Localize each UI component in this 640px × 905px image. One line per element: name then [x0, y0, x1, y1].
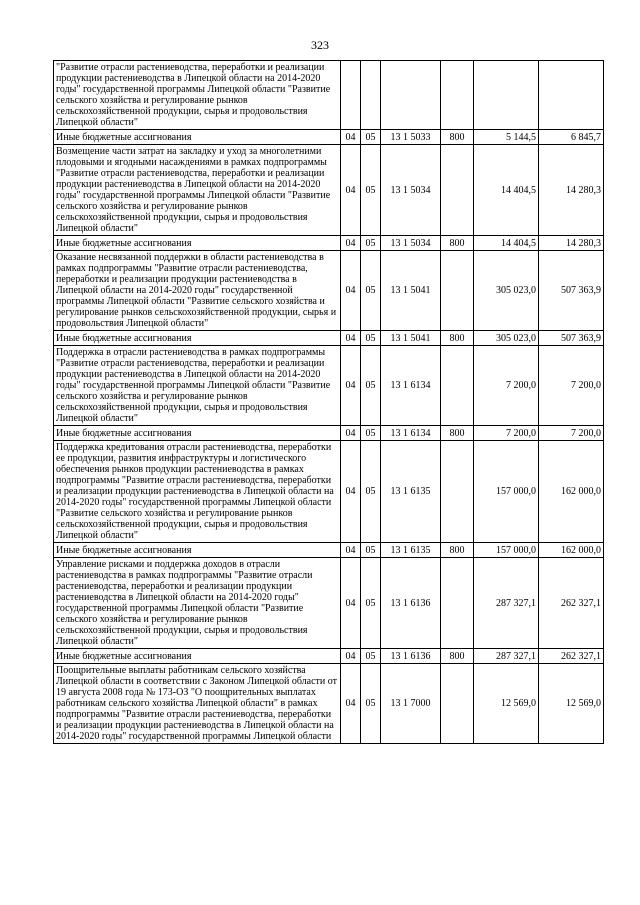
amount-year-1: 305 023,0 — [474, 331, 539, 346]
expense-type-code — [441, 346, 474, 426]
subsection-code: 05 — [361, 236, 381, 251]
item-name: Иные бюджетные ассигнования — [54, 649, 341, 664]
amount-year-1: 5 144,5 — [474, 130, 539, 145]
item-name: Иные бюджетные ассигнования — [54, 543, 341, 558]
expense-type-code — [441, 61, 474, 130]
amount-year-2: 14 280,3 — [539, 145, 604, 236]
target-article-code: 13 1 6135 — [381, 441, 441, 543]
table-row — [54, 426, 604, 441]
expense-type-code: 800 — [441, 543, 474, 558]
expense-type-code: 800 — [441, 331, 474, 346]
expense-type-code — [441, 558, 474, 649]
table-row — [54, 251, 604, 331]
item-name: Иные бюджетные ассигнования — [54, 130, 341, 145]
target-article-code: 13 1 5033 — [381, 130, 441, 145]
expense-type-code: 800 — [441, 130, 474, 145]
target-article-code: 13 1 5034 — [381, 145, 441, 236]
section-code: 04 — [341, 543, 361, 558]
amount-year-1: 157 000,0 — [474, 543, 539, 558]
section-code: 04 — [341, 558, 361, 649]
table-row — [54, 61, 604, 130]
target-article-code: 13 1 7000 — [381, 664, 441, 744]
amount-year-1 — [474, 61, 539, 130]
table-row — [54, 558, 604, 649]
table-row — [54, 331, 604, 346]
budget-table — [53, 60, 604, 744]
subsection-code: 05 — [361, 130, 381, 145]
amount-year-1: 7 200,0 — [474, 346, 539, 426]
item-name: Поощрительные выплаты работникам сельского хозяйства Липецкой области в соответствии с Законом Липецкой области от 19 августа 2008 года № 173-ОЗ "О поощрительных выплатах работникам сельского хозяйства Липецкой области" в рамках подпрограммы "Развитие отрасли растениеводства, переработки и реализации продукции растениеводства в Липецкой области на 2014-2020 годы" государственной программы Липецкой области — [54, 664, 341, 744]
amount-year-1: 287 327,1 — [474, 649, 539, 664]
amount-year-1: 305 023,0 — [474, 251, 539, 331]
amount-year-1: 12 569,0 — [474, 664, 539, 744]
amount-year-1: 7 200,0 — [474, 426, 539, 441]
amount-year-2: 162 000,0 — [539, 543, 604, 558]
section-code: 04 — [341, 130, 361, 145]
section-code: 04 — [341, 664, 361, 744]
table-row — [54, 649, 604, 664]
amount-year-1: 287 327,1 — [474, 558, 539, 649]
subsection-code: 05 — [361, 346, 381, 426]
section-code: 04 — [341, 251, 361, 331]
table-row — [54, 130, 604, 145]
subsection-code — [361, 61, 381, 130]
expense-type-code — [441, 145, 474, 236]
amount-year-2: 6 845,7 — [539, 130, 604, 145]
section-code: 04 — [341, 331, 361, 346]
amount-year-2: 262 327,1 — [539, 649, 604, 664]
amount-year-2: 262 327,1 — [539, 558, 604, 649]
target-article-code: 13 1 6134 — [381, 426, 441, 441]
subsection-code: 05 — [361, 331, 381, 346]
item-name: Иные бюджетные ассигнования — [54, 236, 341, 251]
amount-year-1: 14 404,5 — [474, 145, 539, 236]
target-article-code: 13 1 5034 — [381, 236, 441, 251]
subsection-code: 05 — [361, 441, 381, 543]
expense-type-code — [441, 251, 474, 331]
subsection-code: 05 — [361, 145, 381, 236]
table-row — [54, 346, 604, 426]
target-article-code: 13 1 5041 — [381, 331, 441, 346]
item-name: Управление рисками и поддержка доходов в отрасли растениеводства в рамках подпрограммы "Развитие отрасли растениеводства, переработки и реализации продукции растениеводства в Липецкой области на 2014-2020 годы" государственной программы Липецкой области "Развитие сельского хозяйства и регулирование рынков сельскохозяйственной продукции, сырья и продовольствия Липецкой области" — [54, 558, 341, 649]
subsection-code: 05 — [361, 543, 381, 558]
item-name: Оказание несвязанной поддержки в области растениеводства в рамках подпрограммы "Развитие отрасли растениеводства, переработки и реализации продукции растениеводства в Липецкой области на 2014-2020 годы" государственной программы Липецкой области "Развитие сельского хозяйства и регулирование рынков сельскохозяйственной продукции, сырья и продовольствия Липецкой области" — [54, 251, 341, 331]
amount-year-2: 14 280,3 — [539, 236, 604, 251]
section-code — [341, 61, 361, 130]
section-code: 04 — [341, 426, 361, 441]
target-article-code: 13 1 5041 — [381, 251, 441, 331]
item-name: Возмещение части затрат на закладку и уход за многолетними плодовыми и ягодными насаждениями в рамках подпрограммы "Развитие отрасли растениеводства, переработки и реализации продукции растениеводства в Липецкой области на 2014-2020 годы" государственной программы Липецкой области "Развитие сельского хозяйства и регулирование рынков сельскохозяйственной продукции, сырья и продовольствия Липецкой области" — [54, 145, 341, 236]
budget-table-body — [54, 61, 604, 744]
target-article-code — [381, 61, 441, 130]
item-name: Поддержка кредитования отрасли растениеводства, переработки ее продукции, развития инфраструктуры и логистического обеспечения рынков продукции растениеводства в рамках подпрограммы "Развитие отрасли растениеводства, переработки и реализации продукции растениеводства в Липецкой области на 2014-2020 годы" государственной программы Липецкой области "Развитие сельского хозяйства и регулирование рынков сельскохозяйственной продукции, сырья и продовольствия Липецкой области" — [54, 441, 341, 543]
table-row — [54, 236, 604, 251]
section-code: 04 — [341, 441, 361, 543]
page-number: 323 — [311, 38, 329, 52]
amount-year-2 — [539, 61, 604, 130]
table-row — [54, 664, 604, 744]
item-name: Поддержка в отрасли растениеводства в рамках подпрограммы "Развитие отрасли растениеводства, переработки и реализации продукции растениеводства в Липецкой области на 2014-2020 годы" государственной программы Липецкой области "Развитие сельского хозяйства и регулирование рынков сельскохозяйственной продукции, сырья и продовольствия Липецкой области" — [54, 346, 341, 426]
target-article-code: 13 1 6135 — [381, 543, 441, 558]
amount-year-1: 14 404,5 — [474, 236, 539, 251]
table-row — [54, 441, 604, 543]
subsection-code: 05 — [361, 426, 381, 441]
section-code: 04 — [341, 346, 361, 426]
expense-type-code: 800 — [441, 649, 474, 664]
amount-year-1: 157 000,0 — [474, 441, 539, 543]
amount-year-2: 7 200,0 — [539, 426, 604, 441]
section-code: 04 — [341, 649, 361, 664]
table-row — [54, 145, 604, 236]
amount-year-2: 507 363,9 — [539, 331, 604, 346]
target-article-code: 13 1 6136 — [381, 649, 441, 664]
item-name: "Развитие отрасли растениеводства, переработки и реализации продукции растениеводства в Липецкой области на 2014-2020 годы" государственной программы Липецкой области "Развитие сельского хозяйства и регулирование рынков сельскохозяйственной продукции, сырья и продовольствия Липецкой области" — [54, 61, 341, 130]
section-code: 04 — [341, 145, 361, 236]
subsection-code: 05 — [361, 649, 381, 664]
item-name: Иные бюджетные ассигнования — [54, 331, 341, 346]
amount-year-2: 12 569,0 — [539, 664, 604, 744]
subsection-code: 05 — [361, 251, 381, 331]
amount-year-2: 7 200,0 — [539, 346, 604, 426]
target-article-code: 13 1 6134 — [381, 346, 441, 426]
expense-type-code — [441, 441, 474, 543]
section-code: 04 — [341, 236, 361, 251]
table-row — [54, 543, 604, 558]
target-article-code: 13 1 6136 — [381, 558, 441, 649]
subsection-code: 05 — [361, 664, 381, 744]
expense-type-code: 800 — [441, 236, 474, 251]
amount-year-2: 162 000,0 — [539, 441, 604, 543]
subsection-code: 05 — [361, 558, 381, 649]
amount-year-2: 507 363,9 — [539, 251, 604, 331]
item-name: Иные бюджетные ассигнования — [54, 426, 341, 441]
expense-type-code — [441, 664, 474, 744]
expense-type-code: 800 — [441, 426, 474, 441]
